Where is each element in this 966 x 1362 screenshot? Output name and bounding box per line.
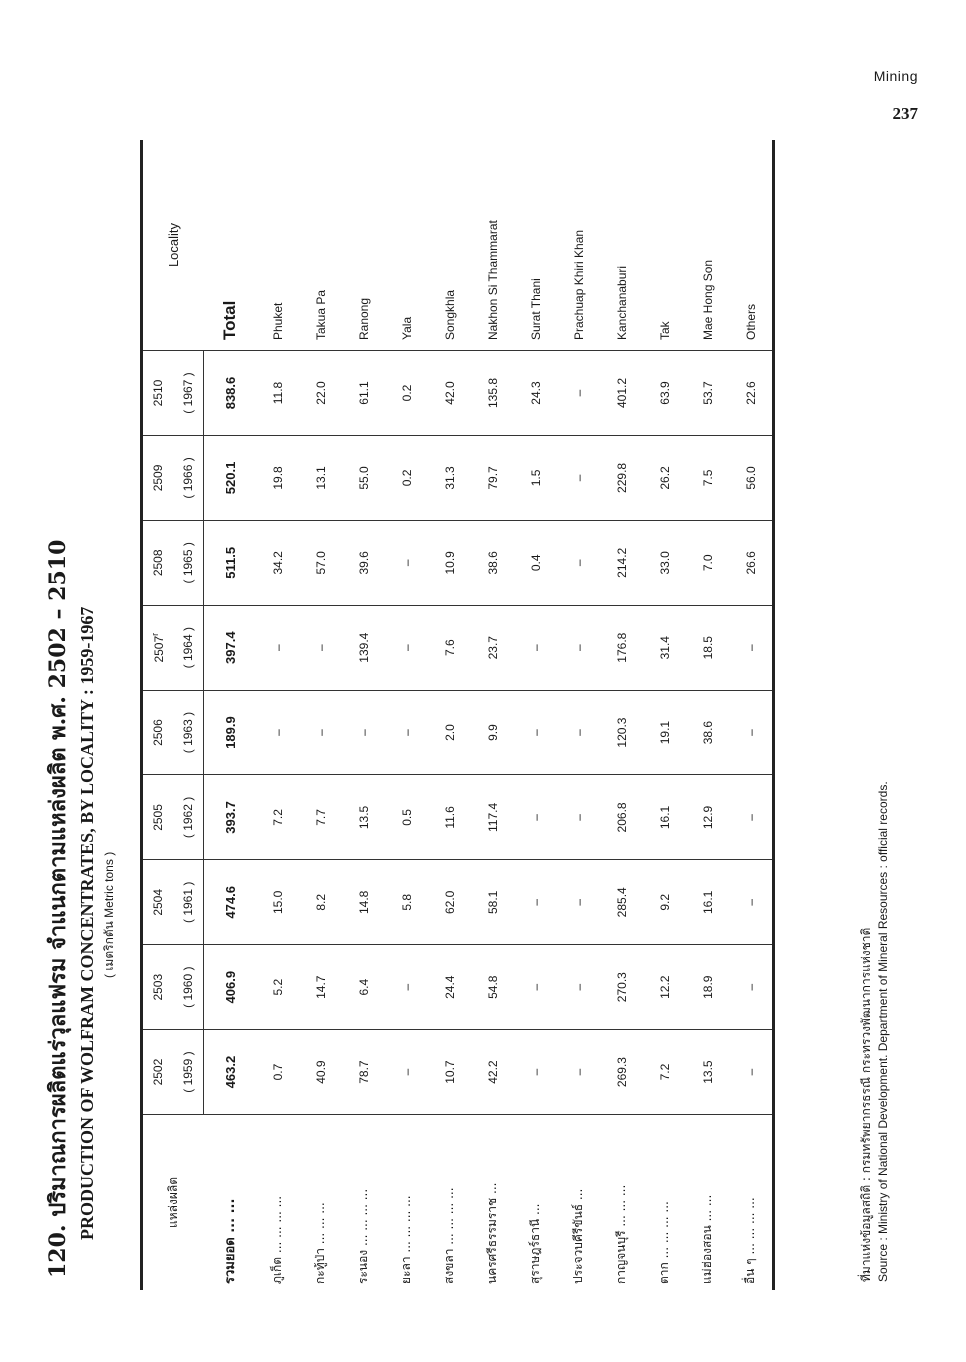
value-cell: 54.8 <box>471 945 514 1030</box>
table-row <box>342 140 385 1290</box>
value-cell: 270.3 <box>600 945 643 1030</box>
value-cell: – <box>514 775 557 860</box>
value-cell: 14.8 <box>342 860 385 945</box>
value-cell: 7.2 <box>256 775 299 860</box>
value-cell: 838.6 <box>204 351 257 436</box>
value-cell: – <box>729 945 774 1030</box>
value-cell: – <box>514 1030 557 1115</box>
value-cell: – <box>729 690 774 775</box>
value-cell: 39.6 <box>342 520 385 605</box>
locality-en: Ranong <box>342 140 385 351</box>
value-cell: – <box>514 690 557 775</box>
year-be-header: 2506 <box>142 690 174 775</box>
value-cell: 34.2 <box>256 520 299 605</box>
revised-note: r <box>150 632 160 636</box>
value-cell: 62.0 <box>428 860 471 945</box>
locality-thai: สงขลา ... ... ... ... <box>442 1187 456 1284</box>
year-be-header: 2509 <box>142 436 174 521</box>
value-cell: 9.2 <box>643 860 686 945</box>
value-cell: 63.9 <box>643 351 686 436</box>
value-cell: – <box>557 351 600 436</box>
year-ad-header: ( 1961 ) <box>173 860 204 945</box>
value-cell: – <box>514 860 557 945</box>
production-table <box>140 140 775 1290</box>
locality-en: Total <box>204 140 257 351</box>
value-cell: 7.5 <box>686 436 729 521</box>
value-cell: 2.0 <box>428 690 471 775</box>
value-cell: – <box>729 860 774 945</box>
value-cell: 57.0 <box>299 520 342 605</box>
value-cell: 269.3 <box>600 1030 643 1115</box>
year-be-header: 2505 <box>142 775 174 860</box>
rotated-page-content <box>40 150 940 1290</box>
table-row <box>514 140 557 1290</box>
value-cell: – <box>557 520 600 605</box>
value-cell: 7.2 <box>643 1030 686 1115</box>
locality-thai: ยะลา ... ... ... ... <box>399 1195 413 1284</box>
value-cell: – <box>385 690 428 775</box>
value-cell: 5.8 <box>385 860 428 945</box>
value-cell: – <box>557 775 600 860</box>
title-thai: 120. ปริมาณการผลิตแร่วุลแฟรม จำแนกตามแหล่งผลิต พ.ศ. 2502 – 2510 <box>45 539 71 1278</box>
year-be-header: 2510 <box>142 351 174 436</box>
locality-en: Kanchanaburi <box>600 140 643 351</box>
value-cell: 16.1 <box>643 775 686 860</box>
value-cell: – <box>299 605 342 690</box>
value-cell: 24.3 <box>514 351 557 436</box>
value-cell: 14.7 <box>299 945 342 1030</box>
source-english: Source : Ministry of National Development. Department of Mineral Resources : official records. <box>876 781 890 1282</box>
title-english: PRODUCTION OF WOLFRAM CONCENTRATES, BY LOCALITY : 1959-1967 <box>77 606 97 1240</box>
value-cell: 0.2 <box>385 436 428 521</box>
locality-thai: ภูเก็ต ... ... ... ... <box>270 1195 284 1284</box>
value-cell: 78.7 <box>342 1030 385 1115</box>
value-cell: – <box>256 605 299 690</box>
value-cell: 38.6 <box>686 690 729 775</box>
value-cell: 61.1 <box>342 351 385 436</box>
table-row <box>471 140 514 1290</box>
value-cell: 79.7 <box>471 436 514 521</box>
locality-en: Phuket <box>256 140 299 351</box>
value-cell: 12.9 <box>686 775 729 860</box>
value-cell: – <box>729 775 774 860</box>
value-cell: 26.2 <box>643 436 686 521</box>
year-ad-header: ( 1964 ) <box>173 605 204 690</box>
value-cell: 189.9 <box>204 690 257 775</box>
value-cell: – <box>385 1030 428 1115</box>
section-name: Mining <box>873 68 918 84</box>
table-row <box>729 140 774 1290</box>
value-cell: – <box>557 605 600 690</box>
value-cell: 23.7 <box>471 605 514 690</box>
value-cell: 22.6 <box>729 351 774 436</box>
locality-header-en: Locality <box>142 140 204 351</box>
table-row <box>385 140 428 1290</box>
value-cell: 229.8 <box>600 436 643 521</box>
value-cell: – <box>256 690 299 775</box>
value-cell: 7.0 <box>686 520 729 605</box>
value-cell: – <box>385 945 428 1030</box>
value-cell: 33.0 <box>643 520 686 605</box>
value-cell: 12.2 <box>643 945 686 1030</box>
locality-en: Yala <box>385 140 428 351</box>
locality-thai: ตาก ... ... ... ... <box>657 1201 671 1284</box>
value-cell: 15.0 <box>256 860 299 945</box>
locality-en: Surat Thani <box>514 140 557 351</box>
value-cell: 6.4 <box>342 945 385 1030</box>
value-cell: 5.2 <box>256 945 299 1030</box>
value-cell: – <box>729 605 774 690</box>
value-cell: 22.0 <box>299 351 342 436</box>
value-cell: 0.2 <box>385 351 428 436</box>
value-cell: 19.1 <box>643 690 686 775</box>
locality-en: Songkhla <box>428 140 471 351</box>
table-row <box>299 140 342 1290</box>
locality-en: Tak <box>643 140 686 351</box>
value-cell: 31.4 <box>643 605 686 690</box>
value-cell: 120.3 <box>600 690 643 775</box>
locality-thai: กะทู้ป่า ... ... ... <box>313 1202 327 1284</box>
value-cell: 18.9 <box>686 945 729 1030</box>
value-cell: 31.3 <box>428 436 471 521</box>
locality-thai: ประจวบคีรีขันธ์ ... <box>571 1188 585 1284</box>
value-cell: 55.0 <box>342 436 385 521</box>
locality-thai: รวมยอด ... ... <box>223 1198 239 1284</box>
value-cell: – <box>342 690 385 775</box>
value-cell: 0.4 <box>514 520 557 605</box>
value-cell: 26.6 <box>729 520 774 605</box>
locality-thai: แม่ฮ่องสอน ... ... <box>700 1194 714 1284</box>
value-cell: 176.8 <box>600 605 643 690</box>
value-cell: 16.1 <box>686 860 729 945</box>
year-ad-header: ( 1967 ) <box>173 351 204 436</box>
year-ad-header: ( 1965 ) <box>173 520 204 605</box>
value-cell: 117.4 <box>471 775 514 860</box>
year-be-header: 2503 <box>142 945 174 1030</box>
value-cell: 58.1 <box>471 860 514 945</box>
value-cell: – <box>385 605 428 690</box>
value-cell: 0.5 <box>385 775 428 860</box>
value-cell: 0.7 <box>256 1030 299 1115</box>
value-cell: – <box>385 520 428 605</box>
value-cell: 135.8 <box>471 351 514 436</box>
value-cell: – <box>557 945 600 1030</box>
table-row <box>204 140 257 1290</box>
locality-en: Mae Hong Son <box>686 140 729 351</box>
locality-en: Takua Pa <box>299 140 342 351</box>
year-ad-header: ( 1962 ) <box>173 775 204 860</box>
value-cell: 474.6 <box>204 860 257 945</box>
locality-thai: นครศรีธรรมราช ... <box>485 1182 499 1284</box>
value-cell: 11.8 <box>256 351 299 436</box>
value-cell: 53.7 <box>686 351 729 436</box>
year-be-header: 2508 <box>142 520 174 605</box>
table-row <box>428 140 471 1290</box>
value-cell: – <box>729 1030 774 1115</box>
value-cell: – <box>557 1030 600 1115</box>
locality-en: Nakhon Si Thammarat <box>471 140 514 351</box>
locality-thai: อื่น ๆ ... ... ... ... <box>729 1115 774 1291</box>
value-cell: 42.2 <box>471 1030 514 1115</box>
value-cell: 11.6 <box>428 775 471 860</box>
value-cell: 463.2 <box>204 1030 257 1115</box>
value-cell: 393.7 <box>204 775 257 860</box>
locality-header-thai: แหล่งผลิต <box>142 1115 204 1291</box>
value-cell: 401.2 <box>600 351 643 436</box>
title-block <box>40 158 119 1278</box>
value-cell: – <box>299 690 342 775</box>
year-be-header: 2507$^r$ <box>142 605 174 690</box>
value-cell: 13.1 <box>299 436 342 521</box>
table-row <box>600 140 643 1290</box>
table-row <box>256 140 299 1290</box>
unit-label: ( เมตริกตัน Metric tons ) <box>102 851 116 978</box>
page-number: 237 <box>892 104 918 123</box>
value-cell: 38.6 <box>471 520 514 605</box>
value-cell: 56.0 <box>729 436 774 521</box>
value-cell: 1.5 <box>514 436 557 521</box>
year-ad-header: ( 1959 ) <box>173 1030 204 1115</box>
year-ad-header: ( 1963 ) <box>173 690 204 775</box>
year-ad-header: ( 1960 ) <box>173 945 204 1030</box>
table-row <box>643 140 686 1290</box>
table-row <box>557 140 600 1290</box>
value-cell: 9.9 <box>471 690 514 775</box>
value-cell: 520.1 <box>204 436 257 521</box>
value-cell: – <box>557 860 600 945</box>
value-cell: 285.4 <box>600 860 643 945</box>
locality-thai: สุราษฎร์ธานี ... <box>528 1203 542 1284</box>
year-be-header: 2504 <box>142 860 174 945</box>
value-cell: – <box>557 436 600 521</box>
value-cell: 406.9 <box>204 945 257 1030</box>
value-cell: 206.8 <box>600 775 643 860</box>
value-cell: 214.2 <box>600 520 643 605</box>
value-cell: 7.7 <box>299 775 342 860</box>
source-thai: ที่มาแห่งข้อมูลสถิติ : กรมทรัพยากรธรณี กระทรวงพัฒนาการแห่งชาติ <box>859 927 873 1282</box>
table-row <box>686 140 729 1290</box>
value-cell: 19.8 <box>256 436 299 521</box>
year-ad-header: ( 1966 ) <box>173 436 204 521</box>
value-cell: 139.4 <box>342 605 385 690</box>
locality-thai: กาญจนบุรี ... ... ... <box>614 1184 628 1284</box>
value-cell: 24.4 <box>428 945 471 1030</box>
value-cell: 13.5 <box>342 775 385 860</box>
locality-en: Others <box>729 140 774 351</box>
value-cell: 40.9 <box>299 1030 342 1115</box>
value-cell: 397.4 <box>204 605 257 690</box>
value-cell: 7.6 <box>428 605 471 690</box>
value-cell: 18.5 <box>686 605 729 690</box>
value-cell: 13.5 <box>686 1030 729 1115</box>
value-cell: 511.5 <box>204 520 257 605</box>
value-cell: – <box>557 690 600 775</box>
value-cell: 42.0 <box>428 351 471 436</box>
locality-thai: ระนอง ... ... ... ... <box>356 1188 370 1284</box>
year-be-header: 2502 <box>142 1030 174 1115</box>
value-cell: – <box>514 605 557 690</box>
value-cell: 10.7 <box>428 1030 471 1115</box>
value-cell: – <box>514 945 557 1030</box>
source-note <box>858 781 892 1282</box>
value-cell: 8.2 <box>299 860 342 945</box>
locality-en: Prachuap Khiri Khan <box>557 140 600 351</box>
value-cell: 10.9 <box>428 520 471 605</box>
